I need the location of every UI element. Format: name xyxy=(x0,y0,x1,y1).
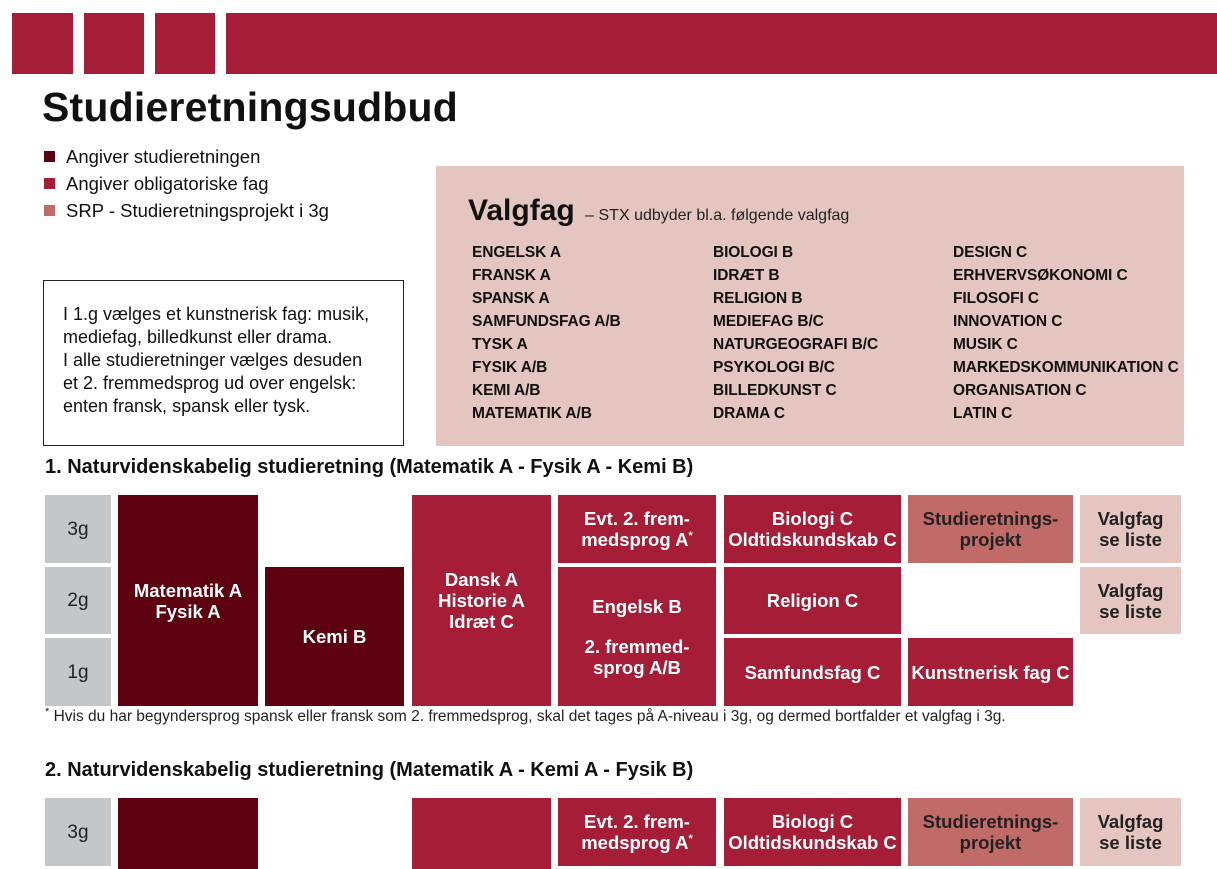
legend xyxy=(44,143,329,224)
legend-swatch-rose xyxy=(44,205,55,216)
valgfag-item: DESIGN C xyxy=(953,244,1028,261)
note-line: I alle studieretninger vælges desuden xyxy=(63,350,363,370)
legend-item-srp xyxy=(44,197,329,224)
note-line: et 2. fremmedsprog ud over engelsk: xyxy=(63,373,357,393)
footnote-marker: * xyxy=(688,529,693,542)
subject-label: Evt. 2. frem- xyxy=(584,508,690,529)
subject-religion xyxy=(724,567,901,634)
valgfag-header xyxy=(468,194,849,228)
valgfag-item: SPANSK A xyxy=(472,290,550,307)
valgfag-item: FILOSOFI C xyxy=(953,290,1039,307)
subject-srp xyxy=(908,798,1073,866)
valgfag-item: ERHVERVSØKONOMI C xyxy=(953,267,1128,284)
valgfag-item: MARKEDSKOMMUNIKATION C xyxy=(953,359,1179,376)
subject-label: Idræt C xyxy=(449,611,514,632)
valgfag-item: NATURGEOGRAFI B/C xyxy=(713,336,879,353)
subject-label: projekt xyxy=(959,529,1022,550)
legend-swatch-red xyxy=(44,178,55,189)
subject-label: se liste xyxy=(1099,529,1162,550)
valgfag-3g-cell xyxy=(1080,798,1181,866)
subject-label: 2. fremmed- xyxy=(584,635,690,657)
valgfag-2g-cell xyxy=(1080,567,1181,634)
subject-dansk-historie-idraet xyxy=(412,495,551,706)
subject-label: Dansk A xyxy=(444,569,519,590)
valgfag-item: FRANSK A xyxy=(472,267,551,284)
banner-block-2 xyxy=(84,13,144,74)
valgfag-item: KEMI A/B xyxy=(472,382,541,399)
subject-label: Valgfag xyxy=(1097,811,1164,832)
subject-label: sprog A/B xyxy=(593,656,681,678)
subject-label: Valgfag xyxy=(1097,579,1164,601)
legend-item-studieretning xyxy=(44,143,329,170)
valgfag-item: ORGANISATION C xyxy=(953,382,1087,399)
valgfag-item: MATEMATIK A/B xyxy=(472,405,592,422)
valgfag-item: MUSIK C xyxy=(953,336,1018,353)
valgfag-column-3 xyxy=(953,241,1179,425)
info-note-box xyxy=(43,280,404,446)
legend-label: SRP - Studieretningsprojekt i 3g xyxy=(66,200,329,221)
subject-matematik-fysik xyxy=(118,495,258,706)
subject-label: se liste xyxy=(1099,600,1162,622)
year-label-2g: 2g xyxy=(45,567,111,634)
subject-label: Valgfag xyxy=(1097,508,1164,529)
valgfag-item: BILLEDKUNST C xyxy=(713,382,837,399)
page-title: Studieretningsudbud xyxy=(42,84,459,130)
valgfag-item: INNOVATION C xyxy=(953,313,1063,330)
legend-swatch-dark xyxy=(44,151,55,162)
legend-label: Angiver studieretningen xyxy=(66,146,261,167)
footnote-marker: * xyxy=(45,705,50,718)
subject-obligatorisk-block xyxy=(412,798,551,869)
subject-label: Studieretnings- xyxy=(922,811,1059,832)
legend-label: Angiver obligatoriske fag xyxy=(66,173,269,194)
valgfag-item: RELIGION B xyxy=(713,290,803,307)
subject-engelsk-fremmedsprog xyxy=(558,567,716,706)
subject-label: Studieretnings- xyxy=(922,508,1059,529)
subject-label: medsprog A* xyxy=(581,529,693,550)
subject-label: Biologi C xyxy=(771,508,854,529)
valgfag-item: SAMFUNDSFAG A/B xyxy=(472,313,621,330)
subject-label: se liste xyxy=(1099,832,1162,853)
banner-block-wide xyxy=(226,13,1217,74)
subject-label: projekt xyxy=(959,832,1022,853)
subject-label: Samfundsfag C xyxy=(744,661,881,683)
year-label-3g: 3g xyxy=(45,798,111,866)
subject-label: Oldtidskundskab C xyxy=(728,529,897,550)
valgfag-item: PSYKOLOGI B/C xyxy=(713,359,835,376)
section1-title: 1. Naturvidenskabelig studieretning (Matematik A - Fysik A - Kemi B) xyxy=(45,456,694,478)
subject-label: Oldtidskundskab C xyxy=(728,832,897,853)
subject-kunstnerisk xyxy=(908,638,1073,706)
valgfag-item: LATIN C xyxy=(953,405,1013,422)
valgfag-item: IDRÆT B xyxy=(713,267,780,284)
subject-label: Matematik A xyxy=(133,579,243,601)
valgfag-item: TYSK A xyxy=(472,336,528,353)
footnote-text: Hvis du har begyndersprog spansk eller fransk som 2. fremmedsprog, skal det tages på A-niveau i 3g, og dermed bortfalder et valgfag i 3g. xyxy=(53,708,1006,725)
note-line: I 1.g vælges et kunstnerisk fag: musik, xyxy=(63,304,370,324)
subject-label: Religion C xyxy=(766,590,859,611)
subject-label: Engelsk B xyxy=(592,595,682,617)
valgfag-item: BIOLOGI B xyxy=(713,244,794,261)
subject-samfundsfag xyxy=(724,638,901,706)
subject-evt-fremmedsprog xyxy=(558,798,716,866)
subject-label: medsprog A* xyxy=(581,832,693,853)
subject-studieretning-block xyxy=(118,798,258,869)
valgfag-subtitle: – STX udbyder bl.a. følgende valgfag xyxy=(585,207,850,224)
subject-label: Kemi B xyxy=(302,626,367,647)
valgfag-title: Valgfag xyxy=(468,194,575,227)
subject-srp xyxy=(908,495,1073,563)
valgfag-panel xyxy=(436,166,1184,446)
banner-block-1 xyxy=(12,13,73,74)
subject-label: Fysik A xyxy=(155,600,221,622)
valgfag-3g-cell xyxy=(1080,495,1181,563)
valgfag-column-2 xyxy=(713,241,878,425)
note-line: enten fransk, spansk eller tysk. xyxy=(63,396,311,416)
note-line: mediefag, billedkunst eller drama. xyxy=(63,327,333,347)
year-label-3g: 3g xyxy=(45,495,111,563)
valgfag-item: FYSIK A/B xyxy=(472,359,548,376)
section2-title: 2. Naturvidenskabelig studieretning (Matematik A - Kemi A - Fysik B) xyxy=(45,759,694,781)
subject-label: Kunstnerisk fag C xyxy=(911,661,1070,683)
subject-biologi-oldtid xyxy=(724,798,901,866)
year-label-1g: 1g xyxy=(45,638,111,706)
valgfag-item: MEDIEFAG B/C xyxy=(713,313,824,330)
subject-label: Historie A xyxy=(438,590,525,611)
valgfag-item: ENGELSK A xyxy=(472,244,561,261)
subject-biologi-oldtid xyxy=(724,495,901,563)
subject-kemi xyxy=(265,567,404,706)
legend-item-obligatoriske xyxy=(44,170,329,197)
subject-label: Biologi C xyxy=(771,811,854,832)
valgfag-item: DRAMA C xyxy=(713,405,785,422)
valgfag-column-1 xyxy=(472,241,621,425)
banner-block-3 xyxy=(155,13,215,74)
footnote xyxy=(45,705,1006,726)
subject-evt-fremmedsprog xyxy=(558,495,716,563)
footnote-marker: * xyxy=(688,832,693,845)
subject-label: Evt. 2. frem- xyxy=(584,811,690,832)
